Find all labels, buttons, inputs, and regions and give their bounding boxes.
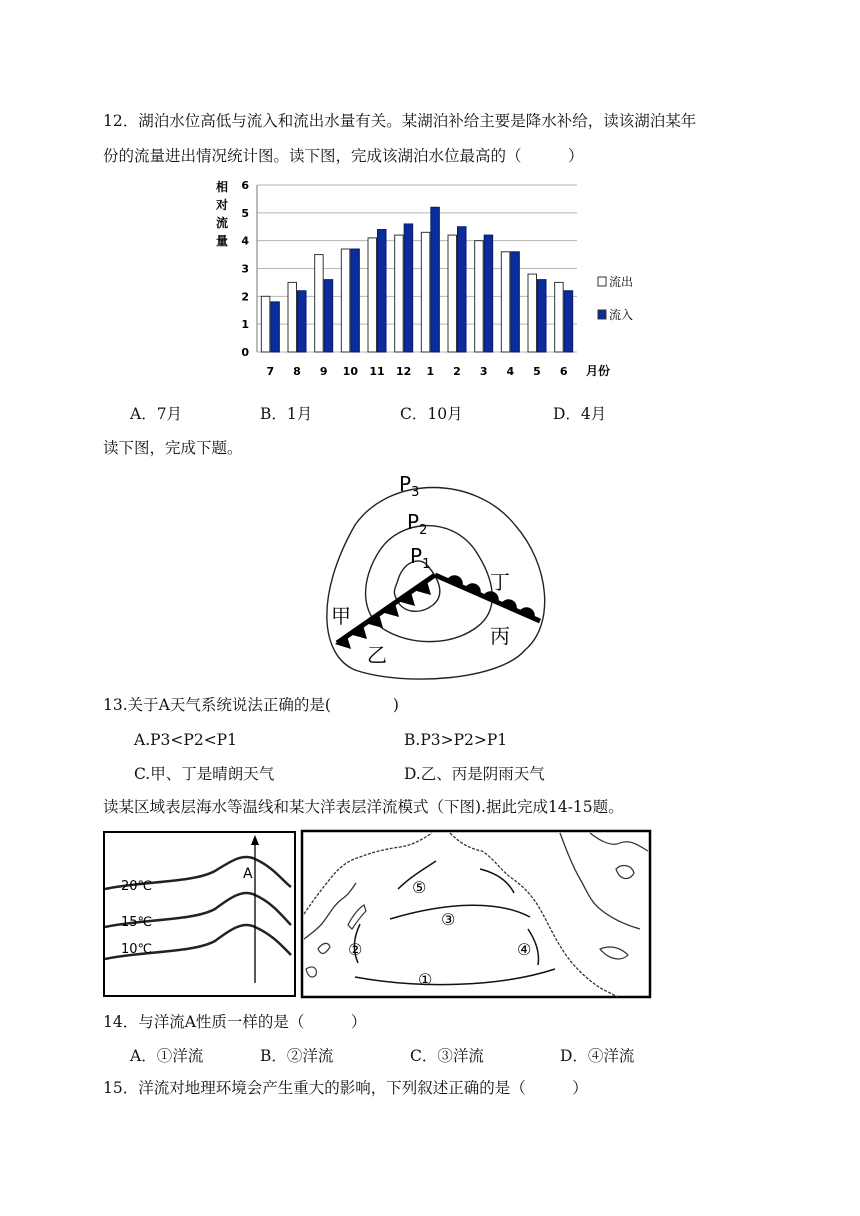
q13-option-c[interactable]: C.甲、丁是晴朗天气 <box>134 765 275 783</box>
q12-option-c[interactable]: C．10月 <box>400 405 463 423</box>
q14-option-b[interactable]: B．②洋流 <box>260 1047 334 1065</box>
ocean-current-map <box>300 829 652 999</box>
chart-xtick-label: 8 <box>293 365 301 378</box>
bar-inflow <box>298 291 307 352</box>
chart-legend <box>598 274 633 322</box>
bar-outflow <box>475 241 484 352</box>
chart-ytick-label: 0 <box>241 346 249 359</box>
q13-stem: 13.关于A天气系统说法正确的是( ) <box>103 696 399 714</box>
label-p3: $P_3$ <box>399 472 420 500</box>
bar-outflow <box>421 232 430 352</box>
chart-xtick-label: 7 <box>266 365 275 378</box>
q13-option-b[interactable]: B.P3>P2>P1 <box>404 731 508 749</box>
bar-outflow <box>395 235 404 352</box>
q13-option-d[interactable]: D.乙、丙是阴雨天气 <box>404 765 545 783</box>
chart-ylabel-char: 流 <box>216 216 229 230</box>
q12-option-d[interactable]: D．4月 <box>553 405 607 423</box>
chart-xtick-label: 11 <box>369 365 385 378</box>
bar-inflow <box>378 230 387 352</box>
chart-xtick-label: 1 <box>426 365 435 378</box>
label-yi: 乙 <box>367 643 387 667</box>
label-p1: $P_1$ <box>410 544 431 572</box>
q14-option-a[interactable]: A．①洋流 <box>130 1047 204 1065</box>
chart-xtick-label: 3 <box>479 365 488 378</box>
chart-xlabel: 月份 <box>586 364 611 378</box>
chart-yticks <box>241 179 249 359</box>
iso-label-a: A <box>243 866 253 882</box>
legend-outflow: 流出 <box>609 275 634 289</box>
intro-read-figure: 读下图，完成下题。 <box>103 439 243 457</box>
chart-ylabel-char: 对 <box>216 198 229 212</box>
iso-label-15: 15℃ <box>121 915 153 930</box>
label-bing: 丙 <box>490 624 510 648</box>
chart-xtick-label: 6 <box>559 365 568 378</box>
chart-ylabel-char: 量 <box>216 234 229 248</box>
chart-ytick-label: 2 <box>241 290 249 304</box>
bar-inflow <box>564 291 573 352</box>
q12-option-a[interactable]: A．7月 <box>130 405 183 423</box>
bar-inflow <box>404 224 413 352</box>
chart-xtick-label: 10 <box>342 365 358 378</box>
chart-xtick-label: 4 <box>506 365 515 378</box>
bar-outflow <box>288 282 297 352</box>
label-jia: 甲 <box>331 604 351 628</box>
bar-inflow <box>538 280 547 352</box>
chart-ylabel-char: 相 <box>216 180 229 194</box>
iso-label-20: 20℃ <box>121 879 153 894</box>
bar-inflow <box>271 302 280 352</box>
chart-ylabel-chars <box>215 179 228 248</box>
bar-outflow <box>261 296 269 352</box>
q14-option-d[interactable]: D．④洋流 <box>560 1047 635 1065</box>
current-label-2: ② <box>348 940 363 959</box>
chart-ytick-label: 4 <box>241 234 249 248</box>
pressure-system-diagram <box>315 465 550 693</box>
chart-ytick-label: 5 <box>241 206 249 220</box>
current-label-4: ④ <box>517 940 532 959</box>
bar-outflow <box>528 274 537 352</box>
chart-bars <box>261 207 572 352</box>
q13-option-a[interactable]: A.P3<P2<P1 <box>134 731 237 749</box>
bar-outflow <box>341 249 350 352</box>
chart-xtick-label: 2 <box>453 365 461 378</box>
q12-stem-line1: 12．湖泊水位高低与流入和流出水量有关。某湖泊补给主要是降水补给，读该湖泊某年 <box>103 112 697 130</box>
iso-label-10: 10℃ <box>121 942 153 957</box>
chart-ytick-label: 3 <box>241 262 249 276</box>
bar-inflow <box>511 252 520 352</box>
q14-stem: 14．与洋流A性质一样的是（ ） <box>103 1013 367 1031</box>
current-label-3: ③ <box>441 910 456 929</box>
flow-bar-chart <box>205 175 645 390</box>
isotherm-figure <box>103 831 296 997</box>
chart-xticks <box>267 365 568 378</box>
q12-stem-line2: 份的流量进出情况统计图。读下图，完成该湖泊水位最高的（ ） <box>103 147 584 165</box>
label-ding: 丁 <box>490 570 510 594</box>
current-label-5: ⑤ <box>412 878 427 897</box>
bar-inflow <box>431 207 440 352</box>
legend-inflow: 流入 <box>609 308 634 322</box>
bar-outflow <box>448 235 457 352</box>
bar-outflow <box>368 238 377 352</box>
bar-outflow <box>315 255 324 352</box>
chart-xtick-label: 9 <box>319 365 328 378</box>
bar-inflow <box>458 227 467 352</box>
current-label-1: ① <box>418 970 433 989</box>
q15-stem: 15．洋流对地理环境会产生重大的影响，下列叙述正确的是（ ） <box>103 1079 588 1097</box>
chart-ytick-label: 6 <box>241 179 249 192</box>
bar-outflow <box>555 282 564 352</box>
intro-ocean: 读某区域表层海水等温线和某大洋表层洋流模式（下图).据此完成14-15题。 <box>103 798 624 816</box>
chart-xtick-label: 5 <box>533 365 541 378</box>
label-p2: $P_2$ <box>407 510 428 538</box>
bar-outflow <box>501 252 510 352</box>
chart-ytick-label: 1 <box>241 318 249 332</box>
bar-inflow <box>324 280 333 352</box>
q14-option-c[interactable]: C．③洋流 <box>410 1047 484 1065</box>
chart-xtick-label: 12 <box>396 365 412 378</box>
bar-inflow <box>484 235 493 352</box>
bar-inflow <box>351 249 360 352</box>
q12-option-b[interactable]: B．1月 <box>260 405 313 423</box>
